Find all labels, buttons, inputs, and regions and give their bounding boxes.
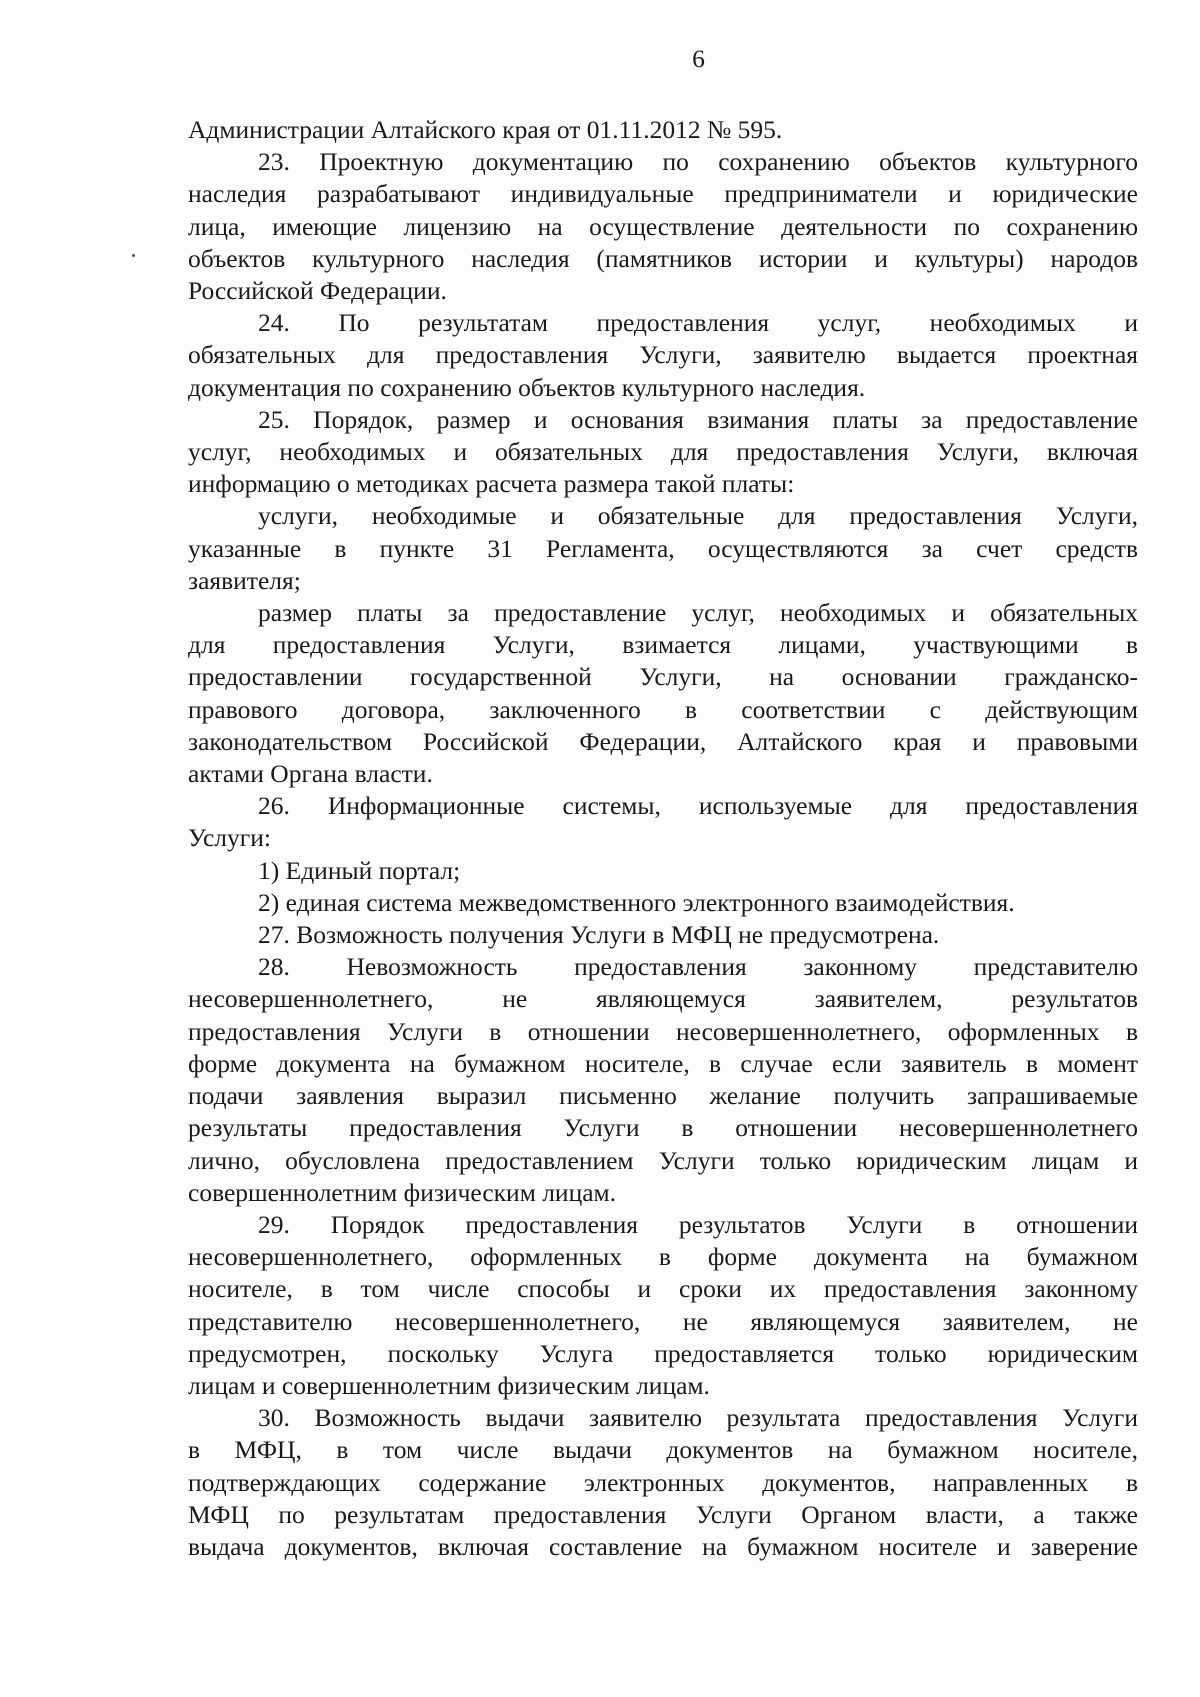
text-line: лицам и совершеннолетним физическим лицам. [188, 1370, 710, 1400]
text-line: 29. Порядок предоставления результатов Услуги в отношении [258, 1209, 1138, 1239]
text-line: результаты предоставления Услуги в отношении несовершеннолетнего [188, 1113, 1138, 1143]
text-line: носителе, в том числе способы и сроки их предоставления законному [188, 1274, 1138, 1304]
scan-speck [132, 254, 135, 257]
text-line: МФЦ по результатам предоставления Услуги Органом власти, а также [188, 1499, 1138, 1529]
text-line: объектов культурного наследия (памятников истории и культуры) народов [188, 243, 1138, 273]
paragraph-24 [188, 307, 1138, 404]
text-line: заявителя; [188, 565, 301, 595]
text-line: услуг, необходимых и обязательных для предоставления Услуги, включая [188, 437, 1138, 467]
text-line: документация по сохранению объектов культурного наследия. [188, 372, 866, 402]
text-line: форме документа на бумажном носителе, в случае если заявитель в момент [188, 1048, 1138, 1078]
text-line: 28. Невозможность предоставления законному представителю [258, 952, 1138, 982]
text-line: 2) единая система межведомственного электронного взаимодействия. [258, 887, 1015, 917]
text-line: выдача документов, включая составление на бумажном носителе и заверение [188, 1531, 1138, 1561]
text-line: лица, имеющие лицензию на осуществление деятельности по сохранению [188, 211, 1138, 241]
paragraph-27 [188, 919, 1138, 951]
paragraph-25 [188, 404, 1138, 501]
text-line: 24. По результатам предоставления услуг, необходимых и [258, 308, 1138, 338]
text-line: предоставлении государственной Услуги, на основании гражданско- [188, 662, 1138, 692]
text-line: законодательством Российской Федерации, Алтайского края и правовыми [188, 726, 1138, 756]
paragraph-28 [188, 951, 1138, 1209]
paragraph-26-item-1 [188, 855, 1138, 887]
text-line: 27. Возможность получения Услуги в МФЦ не предусмотрена. [258, 920, 940, 950]
text-line: Российской Федерации. [188, 276, 447, 306]
text-line: обязательных для предоставления Услуги, заявителю выдается проектная [188, 340, 1138, 370]
paragraph-29 [188, 1209, 1138, 1402]
paragraph-30 [188, 1402, 1138, 1563]
text-line: размер платы за предоставление услуг, необходимых и обязательных [258, 598, 1138, 628]
text-line: совершеннолетним физическим лицам. [188, 1177, 617, 1207]
text-line: информацию о методиках расчета размера такой платы: [188, 469, 795, 499]
text-line: 23. Проектную документацию по сохранению объектов культурного [258, 147, 1138, 177]
text-line: 1) Единый портал; [258, 855, 461, 885]
text-line: указанные в пункте 31 Регламента, осуществляются за счет средств [188, 533, 1138, 563]
text-line: наследия разрабатывают индивидуальные предприниматели и юридические [188, 179, 1138, 209]
text-line: Услуги: [188, 823, 271, 853]
text-line: для предоставления Услуги, взимается лицами, участвующими в [188, 630, 1138, 660]
page-number: 6 [692, 44, 705, 73]
text-line: несовершеннолетнего, не являющемуся заявителем, результатов [188, 984, 1138, 1014]
paragraph-26 [188, 790, 1138, 854]
text-line: 30. Возможность выдачи заявителю результата предоставления Услуги [258, 1403, 1138, 1433]
text-line: актами Органа власти. [188, 759, 433, 789]
text-line: правового договора, заключенного в соответствии с действующим [188, 694, 1138, 724]
paragraph-26-item-2 [188, 887, 1138, 919]
text-line: Администрации Алтайского края от 01.11.2012 № 595. [188, 115, 783, 144]
text-line: несовершеннолетнего, оформленных в форме документа на бумажном [188, 1242, 1138, 1272]
paragraph-25-fee [188, 597, 1138, 790]
document-body [188, 114, 1138, 1563]
paragraph-25-services [188, 500, 1138, 597]
text-line: подтверждающих содержание электронных документов, направленных в [188, 1467, 1138, 1497]
text-line: услуги, необходимые и обязательные для предоставления Услуги, [258, 501, 1138, 531]
text-line: предусмотрен, поскольку Услуга предоставляется только юридическим [188, 1338, 1138, 1368]
text-line: 26. Информационные системы, используемые для предоставления [258, 791, 1138, 821]
text-line: представителю несовершеннолетнего, не являющемуся заявителем, не [188, 1306, 1138, 1336]
text-line: лично, обусловлена предоставлением Услуги только юридическим лицам и [188, 1145, 1138, 1175]
paragraph-23 [188, 146, 1138, 307]
text-line: предоставления Услуги в отношении несовершеннолетнего, оформленных в [188, 1016, 1138, 1046]
paragraph-continuation [188, 114, 1138, 146]
text-line: подачи заявления выразил письменно желание получить запрашиваемые [188, 1081, 1138, 1111]
text-line: 25. Порядок, размер и основания взимания платы за предоставление [258, 404, 1138, 434]
text-line: в МФЦ, в том числе выдачи документов на бумажном носителе, [188, 1435, 1138, 1465]
